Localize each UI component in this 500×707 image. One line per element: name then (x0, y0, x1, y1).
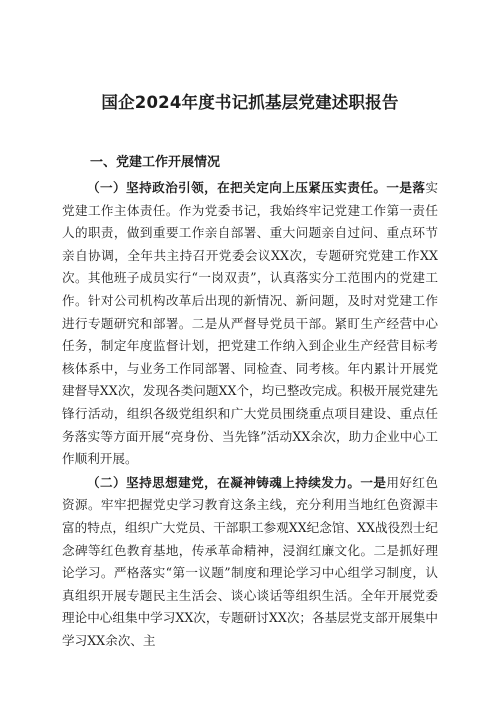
paragraph-political-leadership (62, 177, 438, 471)
paragraph-lead: （二）坚持思想建党，在凝神铸魂上持续发力。一是 (87, 474, 387, 490)
section-heading: 一、党建工作开展情况 (90, 155, 221, 170)
paragraph-ideological-building (62, 472, 438, 653)
paragraph-lead: （一）坚持政治引领，在把关定向上压紧压实责任。一是落 (87, 180, 426, 195)
document-title: 国企2024年度书记抓基层党建述职报告 (101, 93, 399, 112)
paragraph-body: 实党建工作主体责任。作为党委书记，我始终牢记党建工作第一责任人的职责，做到重要工作亲自部署、重大问题亲自过问、重点环节亲自协调，全年共主持召开党委会议XX次，专题研究党建工作XX次。其他班子成员实行“一岗双责”，认真落实分工范围内的党建工作。针对公司机构改革后出现的新情况、新问题，及时对党建工作进行专题研究和部署。二是从严督导党员干部。紧盯生产经营中心任务，制定年度监督计划，把党建工作纳入到企业生产经营目标考核体系中，与业务工作同部署、同检查、同考核。年内累计开展党建督导XX次，发现各类问题XX个，均已整改完成。积极开展党建先锋行活动，组织各级党组织和广大党员围绕重点项目建设、重点任务落实等方面开展“亮身份、当先锋”活动XX余次，助力企业中心工作顺利开展。 (62, 180, 438, 467)
paragraph-body: 用好红色资源。牢牢把握党史学习教育这条主线，充分利用当地红色资源丰富的特点，组织广大党员、干部职工参观XX纪念馆、XX战役烈士纪念碑等红色教育基地，传承革命精神，浸润红廉文化。二是抓好理论学习。严格落实“第一议题”制度和理论学习中心组学习制度，认真组织开展专题民主生活会、谈心谈话等组织生活。全年开展党委理论中心组集中学习XX次，专题研讨XX次；各基层党支部开展集中学习XX余次、主 (62, 474, 438, 648)
